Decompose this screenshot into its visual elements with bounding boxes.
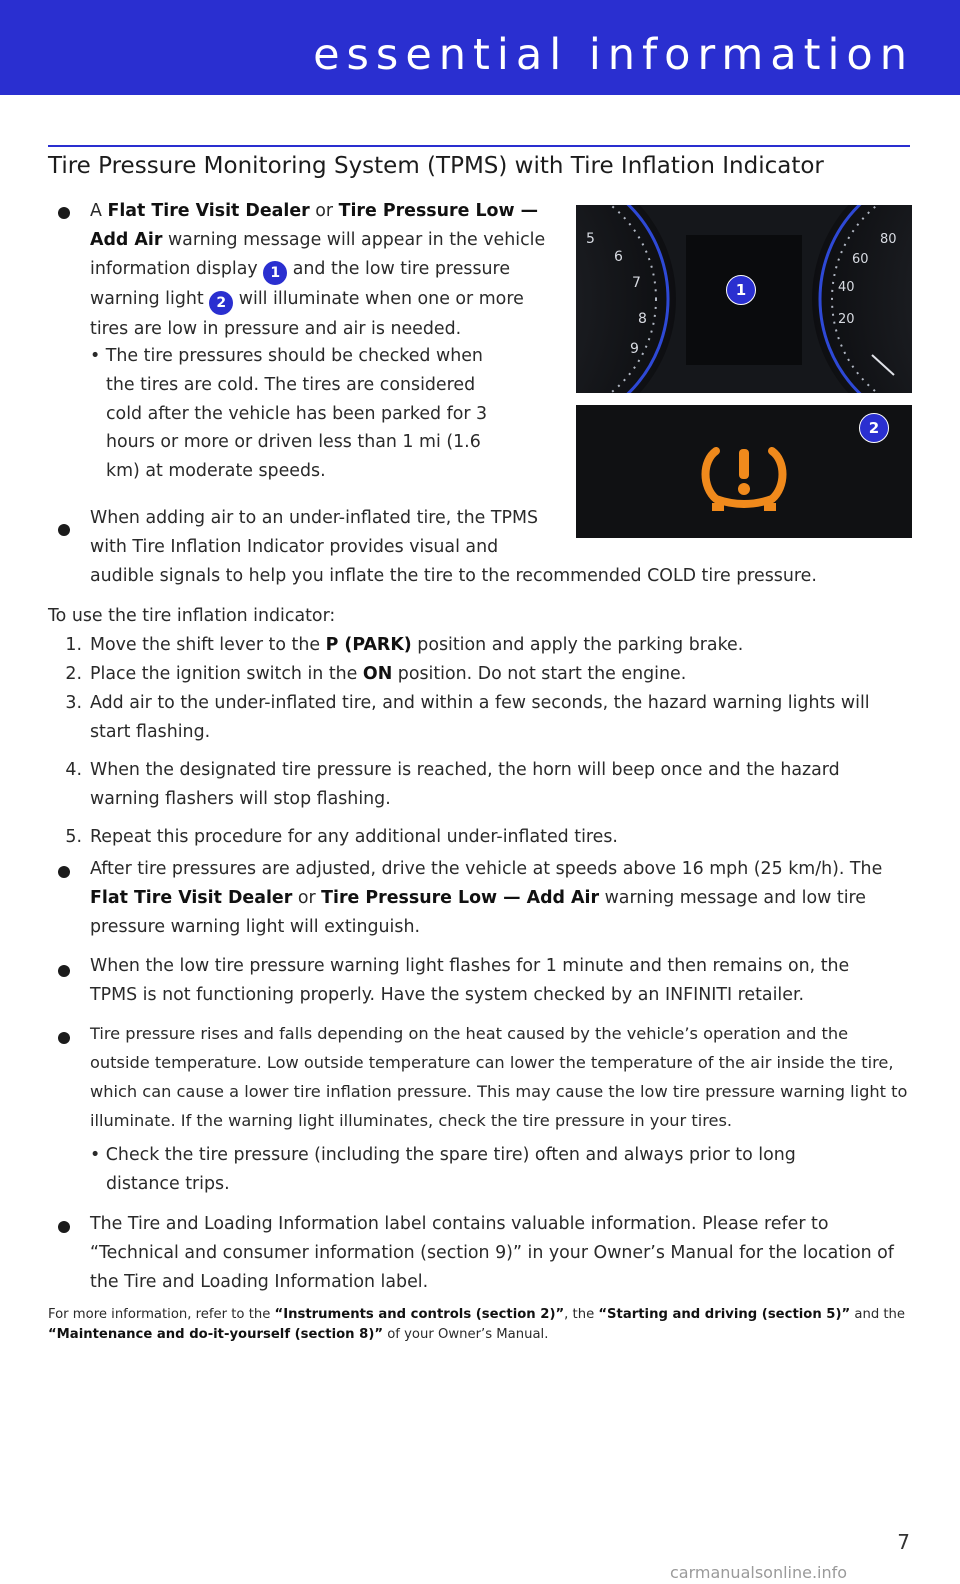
- gauge-tick-label: 6: [614, 249, 623, 265]
- step-5: Repeat this procedure for any additional under-inflated tires.: [90, 827, 618, 847]
- watermark: carmanualsonline.info: [670, 1563, 848, 1582]
- message-flat-tire: Flat Tire Visit Dealer: [107, 201, 310, 221]
- text: After tire pressures are adjusted, drive the vehicle at speeds above 16 mph (25 km/h). The: [90, 859, 883, 879]
- park-label: P (PARK): [325, 635, 412, 655]
- bullet-temperature: Tire pressure rises and falls depending on the heat caused by the vehicle’s operation and the outside temperature. Low outside temperature can lower the temperature of the air inside the tire, which can cause a lower tire inflation pressure. This may cause the low tire pressure warning light to illuminate. If the warning light illuminates, check the tire pressure in your tires.: [90, 1024, 908, 1130]
- bullet-dot: [58, 207, 70, 219]
- text: and the low tire pressure warning light: [90, 258, 511, 309]
- ref-section-5: “Starting and driving (section 5)”: [598, 1307, 851, 1322]
- bullet-adding-air-line3: audible signals to help you inflate the tire to the recommended COLD tire pressure.: [90, 566, 817, 586]
- bullet-after-adjusting: [90, 855, 920, 941]
- text: and the: [850, 1307, 906, 1322]
- tpms-warning-light-image: [576, 405, 912, 538]
- step-number: 5.: [65, 827, 82, 847]
- page-number: 7: [897, 1530, 910, 1554]
- text: will illuminate when one or more tires are low in pressure and air is needed.: [90, 288, 524, 339]
- bullet-dot: [58, 866, 70, 878]
- step-number: 4.: [65, 760, 82, 780]
- gauge-tick-label: 7: [632, 275, 641, 291]
- gauge-tick-label: 60: [852, 252, 869, 267]
- text: of your Owner’s Manual.: [383, 1327, 549, 1342]
- bullet-dot: [58, 965, 70, 977]
- text: position. Do not start the engine.: [392, 664, 687, 684]
- text: Move the shift lever to the: [90, 635, 326, 655]
- text: warning message will appear in the vehicle information display: [90, 229, 546, 279]
- step-number: 1.: [65, 635, 82, 655]
- text: or: [292, 887, 322, 908]
- message-pressure-low: Tire Pressure Low — Add Air: [90, 201, 539, 250]
- bullet-tpms-malfunction: When the low tire pressure warning light flashes for 1 minute and then remains on, the TPMS is not functioning properly. Have the system checked by an INFINITI retailer.: [90, 956, 850, 1005]
- callout-2: 2: [859, 413, 889, 443]
- gauge-tick-label: 40: [838, 280, 855, 295]
- bullet-dot: [58, 1032, 70, 1044]
- on-label: ON: [362, 664, 393, 684]
- gauge-tick-label: 20: [838, 312, 855, 327]
- step-1: [90, 631, 743, 660]
- step-2: [90, 660, 686, 689]
- text: warning message and low tire pressure warning light will extinguish.: [90, 887, 867, 937]
- text: A: [90, 201, 108, 221]
- procedure-intro: To use the tire inflation indicator:: [48, 606, 336, 626]
- callout-1: 1: [726, 275, 756, 305]
- callout-badge-1: 1: [263, 261, 287, 285]
- step-3: Add air to the under-inflated tire, and within a few seconds, the hazard warning lights will start flashing.: [90, 693, 870, 742]
- callout-badge-2: 2: [209, 291, 233, 315]
- text: Place the ignition switch in the: [90, 664, 363, 684]
- bullet-tpms-message: [90, 197, 550, 343]
- step-number: 3.: [65, 693, 82, 713]
- bullet-adding-air-line1: When adding air to an under-inflated tire, the TPMS: [90, 508, 539, 528]
- instrument-cluster-image: [576, 205, 912, 393]
- text: , the: [564, 1307, 599, 1322]
- header-bar: [0, 0, 960, 95]
- bullet-loading-label: The Tire and Loading Information label contains valuable information. Please refer to “Technical and consumer information (section 9)” in your Owner’s Manual for the location of the Tire and Loading Information label.: [90, 1214, 894, 1292]
- message-pressure-low: Tire Pressure Low — Add Air: [321, 887, 600, 908]
- header-title: essential information: [313, 30, 914, 80]
- ref-section-2: “Instruments and controls (section 2)”: [274, 1307, 565, 1322]
- section-title: Tire Pressure Monitoring System (TPMS) with Tire Inflation Indicator: [48, 153, 824, 179]
- more-info-note: [48, 1305, 928, 1345]
- bullet-dot: [58, 1221, 70, 1233]
- text: position and apply the parking brake.: [411, 635, 744, 655]
- gauge-tick-label: 8: [638, 311, 647, 327]
- text: or: [309, 201, 339, 221]
- bullet-adding-air-line2: with Tire Inflation Indicator provides visual and: [90, 537, 499, 557]
- step-4: When the designated tire pressure is reached, the horn will beep once and the hazard warning flashers will stop flashing.: [90, 760, 840, 809]
- step-number: 2.: [65, 664, 82, 684]
- sub-bullet-cold-tires: • The tire pressures should be checked when the tires are cold. The tires are considered cold after the vehicle has been parked for 3 hours or more or driven less than 1 mi (1.6 km) at moderate speeds.: [90, 346, 488, 482]
- text: For more information, refer to the: [48, 1307, 275, 1322]
- ref-section-8: “Maintenance and do-it-yourself (section 8)”: [48, 1327, 384, 1342]
- section-rule: [48, 145, 910, 147]
- gauge-tick-label: 80: [880, 232, 897, 247]
- sub-bullet-check-pressure: • Check the tire pressure (including the spare tire) often and always prior to long distance trips.: [90, 1145, 796, 1194]
- message-flat-tire: Flat Tire Visit Dealer: [90, 887, 293, 908]
- gauge-tick-label: 5: [586, 231, 595, 247]
- gauge-tick-label: 9: [630, 341, 639, 357]
- bullet-dot: [58, 524, 70, 536]
